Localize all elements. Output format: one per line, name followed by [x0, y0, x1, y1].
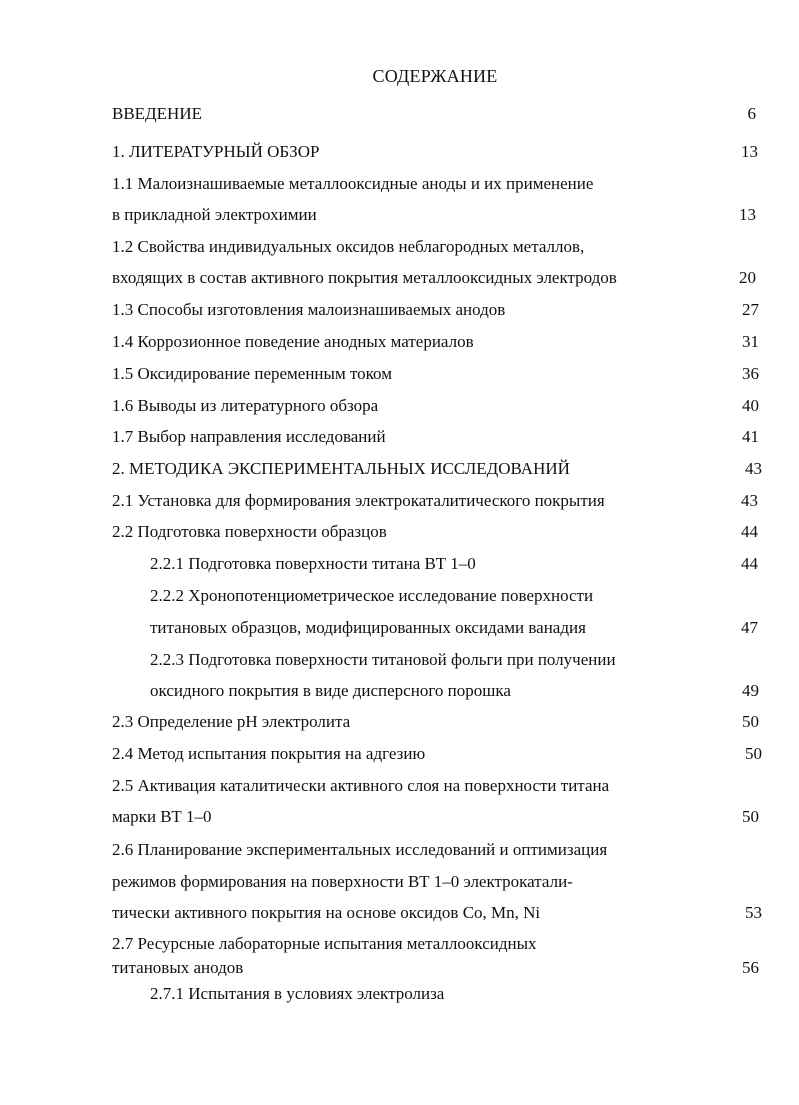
toc-entry-text: марки ВТ 1–0: [112, 807, 212, 826]
toc-entry-text: в прикладной электрохимии: [112, 205, 317, 224]
toc-entry-text: 1.2 Свойства индивидуальных оксидов неблагородных металлов,: [112, 237, 585, 256]
toc-entry-text: 2.3 Определение pH электролита: [112, 712, 351, 731]
toc-entry-text: 2.4 Метод испытания покрытия на адгезию: [112, 744, 426, 763]
page-title: СОДЕРЖАНИЕ: [372, 66, 498, 86]
toc-entry-text: 2.1 Установка для формирования электрокаталитического покрытия: [112, 491, 605, 510]
toc-entry-page: 40: [742, 396, 759, 415]
toc-entry-page: 53: [745, 903, 762, 922]
toc-entry-page: 6: [747, 104, 756, 123]
toc-entry-page: 50: [745, 744, 762, 763]
toc-entry-text: 2.7 Ресурсные лабораторные испытания металлооксидных: [112, 934, 537, 953]
toc-entry-text: титановых образцов, модифицированных оксидами ванадия: [150, 618, 586, 637]
toc-entry-text: входящих в состав активного покрытия металлооксидных электродов: [112, 268, 617, 287]
toc-entry-page: 20: [739, 268, 756, 287]
toc-entry-page: 49: [742, 681, 759, 700]
toc-entry-page: 44: [741, 554, 758, 573]
toc-entry-page: 36: [742, 364, 759, 383]
toc-entry-text: 2.7.1 Испытания в условиях электролиза: [150, 984, 445, 1003]
toc-entry-text: 1.5 Оксидирование переменным током: [112, 364, 392, 383]
toc-entry-text: оксидного покрытия в виде дисперсного порошка: [150, 681, 511, 700]
toc-entry-page: 47: [741, 618, 758, 637]
toc-entry-text: режимов формирования на поверхности ВТ 1–0 электрокатали-: [112, 872, 573, 891]
toc-entry-text: 2. МЕТОДИКА ЭКСПЕРИМЕНТАЛЬНЫХ ИССЛЕДОВАНИЙ: [112, 459, 570, 478]
toc-entry-text: титановых анодов: [112, 958, 244, 977]
toc-entry-text: 1.7 Выбор направления исследований: [112, 427, 386, 446]
toc-entry-text: 2.2.2 Хронопотенциометрическое исследование поверхности: [150, 586, 594, 605]
toc-entry-text: 2.2 Подготовка поверхности образцов: [112, 522, 387, 541]
toc-entry-page: 43: [741, 491, 758, 510]
toc-entry-text: 1.6 Выводы из литературного обзора: [112, 396, 379, 415]
toc-entry-page: 50: [742, 807, 759, 826]
toc-entry-page: 56: [742, 958, 759, 977]
toc-entry-page: 13: [741, 142, 758, 161]
toc-entry-page: 50: [742, 712, 759, 731]
toc-entry-page: 43: [745, 459, 762, 478]
toc-entry-text: 1. ЛИТЕРАТУРНЫЙ ОБЗОР: [112, 142, 320, 161]
toc-entry-page: 27: [742, 300, 759, 319]
toc-entry-text: 1.4 Коррозионное поведение анодных материалов: [112, 332, 474, 351]
toc-entry-page: 44: [741, 522, 758, 541]
toc-entry-text: 1.3 Способы изготовления малоизнашиваемых анодов: [112, 300, 506, 319]
toc-entry-text: 2.5 Активация каталитически активного слоя на поверхности титана: [112, 776, 610, 795]
toc-entry-text: 2.2.1 Подготовка поверхности титана ВТ 1–0: [150, 554, 476, 573]
toc-entry-page: 31: [742, 332, 759, 351]
toc-entry-text: ВВЕДЕНИЕ: [112, 104, 202, 123]
toc-entry-page: 13: [739, 205, 756, 224]
toc-entry-text: 2.2.3 Подготовка поверхности титановой фольги при получении: [150, 650, 616, 669]
toc-entry-text: 1.1 Малоизнашиваемые металлооксидные аноды и их применение: [112, 174, 594, 193]
toc-entry-text: тически активного покрытия на основе оксидов Co, Mn, Ni: [112, 903, 541, 922]
toc-entry-page: 41: [742, 427, 759, 446]
toc-entry-text: 2.6 Планирование экспериментальных исследований и оптимизация: [112, 840, 608, 859]
